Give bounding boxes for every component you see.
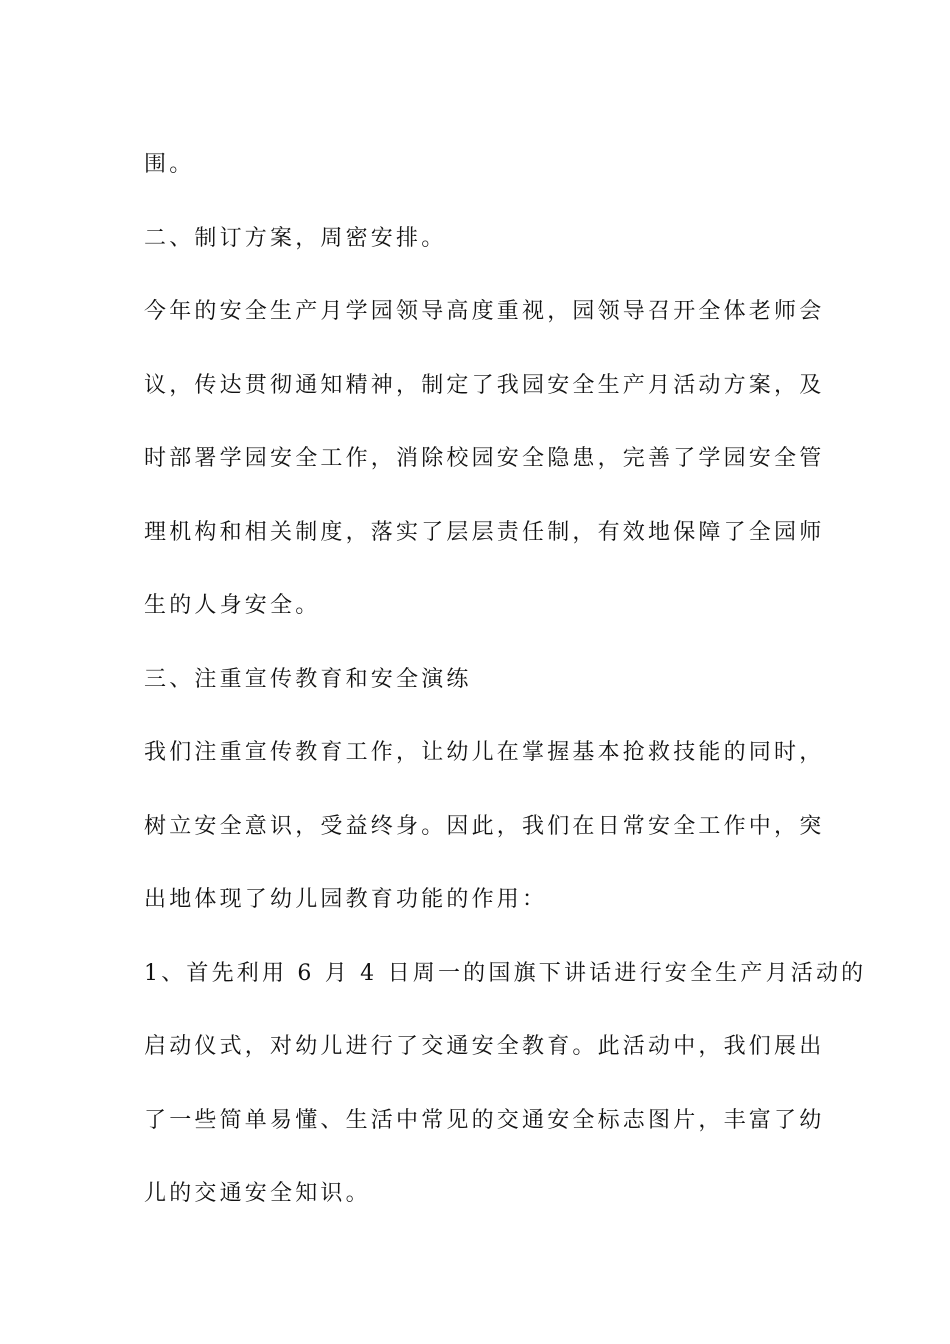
text-line: 树立安全意识，受益终身。因此，我们在日常安全工作中，突: [144, 813, 825, 839]
text-line: 出地体现了幼儿园教育功能的作用：: [144, 887, 548, 912]
section-heading: 二、制订方案，周密安排。: [144, 225, 447, 251]
text-line: 理机构和相关制度，落实了层层责任制，有效地保障了全园师: [144, 519, 825, 545]
text-line: 今年的安全生产月学园领导高度重视，园领导召开全体老师会: [144, 299, 825, 324]
text-line: 1、首先利用 6 月 4 日周一的国旗下讲话进行安全生产月活动的: [144, 960, 867, 986]
text-line: 启动仪式，对幼儿进行了交通安全教育。此活动中，我们展出: [144, 1034, 825, 1059]
document-body: [144, 128, 867, 1231]
text-line: 议，传达贯彻通知精神，制定了我园安全生产月活动方案，及: [144, 372, 825, 398]
section-heading: 三、注重宣传教育和安全演练: [144, 666, 472, 692]
text-line: 我们注重宣传教育工作，让幼儿在掌握基本抢救技能的同时，: [144, 740, 825, 765]
text-line: 生的人身安全。: [144, 593, 321, 618]
text-line: 儿的交通安全知识。: [144, 1181, 371, 1206]
text-line: 了一些简单易懂、生活中常见的交通安全标志图片，丰富了幼: [144, 1107, 825, 1133]
text-line: 时部署学园安全工作，消除校园安全隐患，完善了学园安全管: [144, 446, 825, 471]
text-line: 围。: [144, 152, 195, 177]
